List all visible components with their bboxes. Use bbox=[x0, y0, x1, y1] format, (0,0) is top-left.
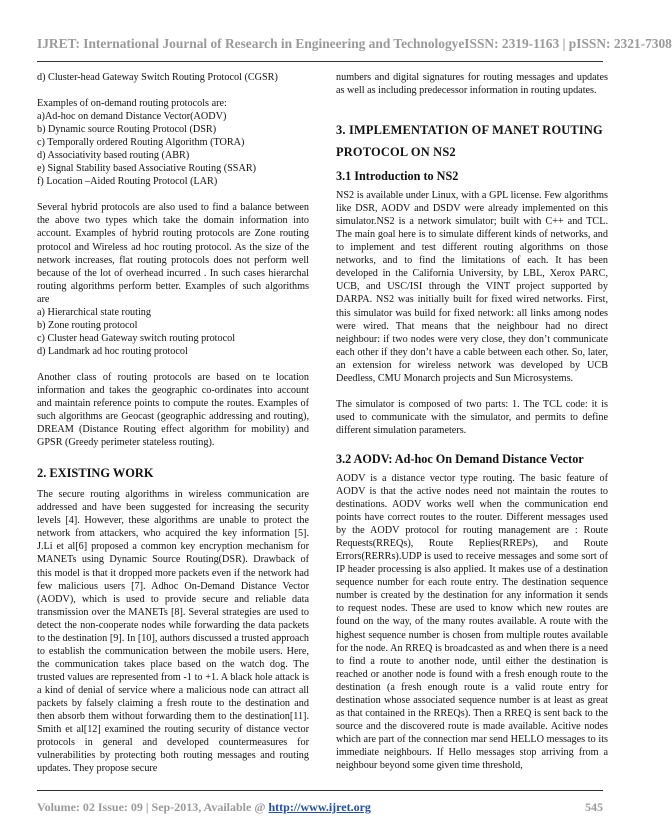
issn-info: eISSN: 2319-1163 | pISSN: 2321-7308 bbox=[458, 36, 672, 51]
list-item: a)Ad-hoc on demand Distance Vector(AODV) bbox=[37, 111, 227, 123]
tcl-paragraph: The simulator is composed of two parts: 1. The TCL code: it is used to communicate with the simulator, and permits to define different simulation parameters. bbox=[336, 398, 608, 436]
section-3-heading-line1: 3. IMPLEMENTATION OF MANET ROUTING bbox=[336, 123, 603, 138]
continued-paragraph: numbers and digital signatures for routing messages and updates as well as including predecessor information in routing updates. bbox=[336, 72, 608, 97]
journal-link[interactable]: http://www.ijret.org bbox=[268, 800, 371, 814]
list-item: d) Landmark ad hoc routing protocol bbox=[37, 345, 188, 357]
list-item: d) Associativity based routing (ABR) bbox=[37, 150, 190, 162]
section-3-heading-line2: PROTOCOL ON NS2 bbox=[336, 145, 456, 160]
journal-title: IJRET: International Journal of Research in Engineering and Technology bbox=[37, 36, 459, 51]
right-column bbox=[336, 71, 608, 772]
list-item: c) Cluster head Gateway switch routing protocol bbox=[37, 332, 236, 344]
hybrid-paragraph: Several hybrid protocols are also used to find a balance between the above two types which take the domain information into account. Examples of hybrid routing protocols are Zone routing protocol and Wireless ad hoc routing protocol. As the size of the network increases, flat routing protocols does not perform well because of the lot of overhead incurred . In such cases hierarchal routing algorithms perform better. Examples of such algorithms are bbox=[37, 202, 309, 305]
location-paragraph: Another class of routing protocols are based on te location information and takes the geographic co-ordinates into account and maintain reference points to compute the routes. Examples of such algorithms are Geocast (geographic addressing and routing), DREAM (Distance Routing effect algorithm for mobility) and GPSR (Greedy perimeter stateless routing). bbox=[37, 371, 309, 449]
list-item: e) Signal Stability based Associative Routing (SSAR) bbox=[37, 163, 257, 175]
footer-divider bbox=[37, 790, 603, 791]
list-item: a) Hierarchical state routing bbox=[37, 306, 151, 318]
section-2-heading: 2. EXISTING WORK bbox=[37, 466, 154, 481]
left-column bbox=[37, 71, 309, 775]
list-item: f) Location –Aided Routing Protocol (LAR) bbox=[37, 176, 218, 188]
aodv-paragraph: AODV is a distance vector type routing. The basic feature of AODV is that the active nodes need not maintain the routes to destinations. AODV works well when the communication end points have correct routes to the router. Different messages used by the AODV protocol for routing management are : Route Requests(RREQs), Route Replies(RREPs), and Route Errors(RERRs).UDP is used to receive messages and some sort of IP header processing is also applied. It makes use of a destination sequence number for each route entry. The destination sequence number is created by the destination for any information it sends to request nodes. These are used to know which new routes are found on the way, of the many routes available. A route with the highest sequence number is chosen from multiple routes available for the node. An RREQ is broadcasted as and when there is a need to find a route to another node, until either the destination is reached or another node is found with a fresh enough route to the destination (a fresh enough route is a valid route entry for destination whose associated sequence number is at least as great as that contained in the RREQs). Then a RREQ is sent back to the source and the discovered route is made available. Acitive nodes which are part of the connection mar send HELLO messages to its immediate neighbours. If Hello messages stop arriving from a neighbour beyond some given time threshold, bbox=[336, 472, 608, 771]
ondemand-list bbox=[37, 110, 309, 188]
section-3-2-heading: 3.2 AODV: Ad-hoc On Demand Distance Vector bbox=[336, 451, 584, 466]
footer-volume bbox=[37, 800, 371, 815]
cgsr-line: d) Cluster-head Gateway Switch Routing Protocol (CGSR) bbox=[37, 72, 278, 83]
running-footer bbox=[37, 800, 603, 815]
header-divider bbox=[37, 61, 603, 62]
ondemand-intro: Examples of on-demand routing protocols are: bbox=[37, 98, 227, 110]
list-item: b) Dynamic source Routing Protocol (DSR) bbox=[37, 124, 217, 136]
ns2-paragraph: NS2 is available under Linux, with a GPL license. Few algorithms like DSR, AODV and DSDV were already implemented on this simulator.NS2 is a network simulator; built with C++ and TCL. The main goal here is to simulate different kinds of networks, and to implement and test different routing algorithms on those networks, and to find the limitations of each. It has been developed in the California University, by LBL, Xerox PARC, UCB, and USC/ISI through the VINT project supported by DARPA. NS2 was initially built for fixed wired networks. First, this simulator was build for fixed network: all links among nodes were wired. That means that the neighbour had no direct neighbour: if two nodes were very close, they don’t communicate each other if they don’t have a cable between each other. So, later, an extension for wireless network was developed by UCB Deedless, CMU Monarch projects and Sun Microsystems. bbox=[336, 190, 608, 384]
running-header bbox=[37, 36, 672, 52]
existing-work-paragraph: The secure routing algorithms in wireless communication are addressed and have been suggested for increasing the security levels [4]. However, these algorithms are unable to protect the network from attackers, who acquired the key information [5]. J.Li et al[6] proposed a common key encryption mechanism for MANETs using Dynamic Source Routing(DSR). Drawback of this model is that it dropped more packets even if the network had few malicious users [7]. Adhoc On-Demand Distance Vector (AODV), which is used to provide secure and reliable data transmission over the MANETs [8]. Several strategies are used to detect the non-cooperate nodes while forwarding the data packets to the destination [9]. In [10], authors discussed a trusted approach to establish the communication between the mobile users. Here, the communication takes place based on the watch dog. The trusted values are represented from -1 to +1. A black hole attack is a kind of denial of service where a malicious node can attract all packets by falsely claiming a fresh route to the destination and then absorb them without forwarding them to the destination[11]. Smith et al[12] examined the routing security of distance vector protocols in general and developed countermeasures for vulnerabilities by protecting both routing messages and routing updates. They propose secure bbox=[37, 489, 309, 775]
hierarchical-list bbox=[37, 306, 309, 358]
list-item: b) Zone routing protocol bbox=[37, 319, 138, 331]
section-3-heading bbox=[336, 119, 608, 163]
list-item: c) Temporally ordered Routing Algorithm (TORA) bbox=[37, 137, 245, 149]
page-number: 545 bbox=[585, 800, 603, 814]
section-3-1-heading: 3.1 Introduction to NS2 bbox=[336, 169, 459, 184]
footer-volume-text: Volume: 02 Issue: 09 | Sep-2013, Available @ bbox=[37, 800, 269, 814]
